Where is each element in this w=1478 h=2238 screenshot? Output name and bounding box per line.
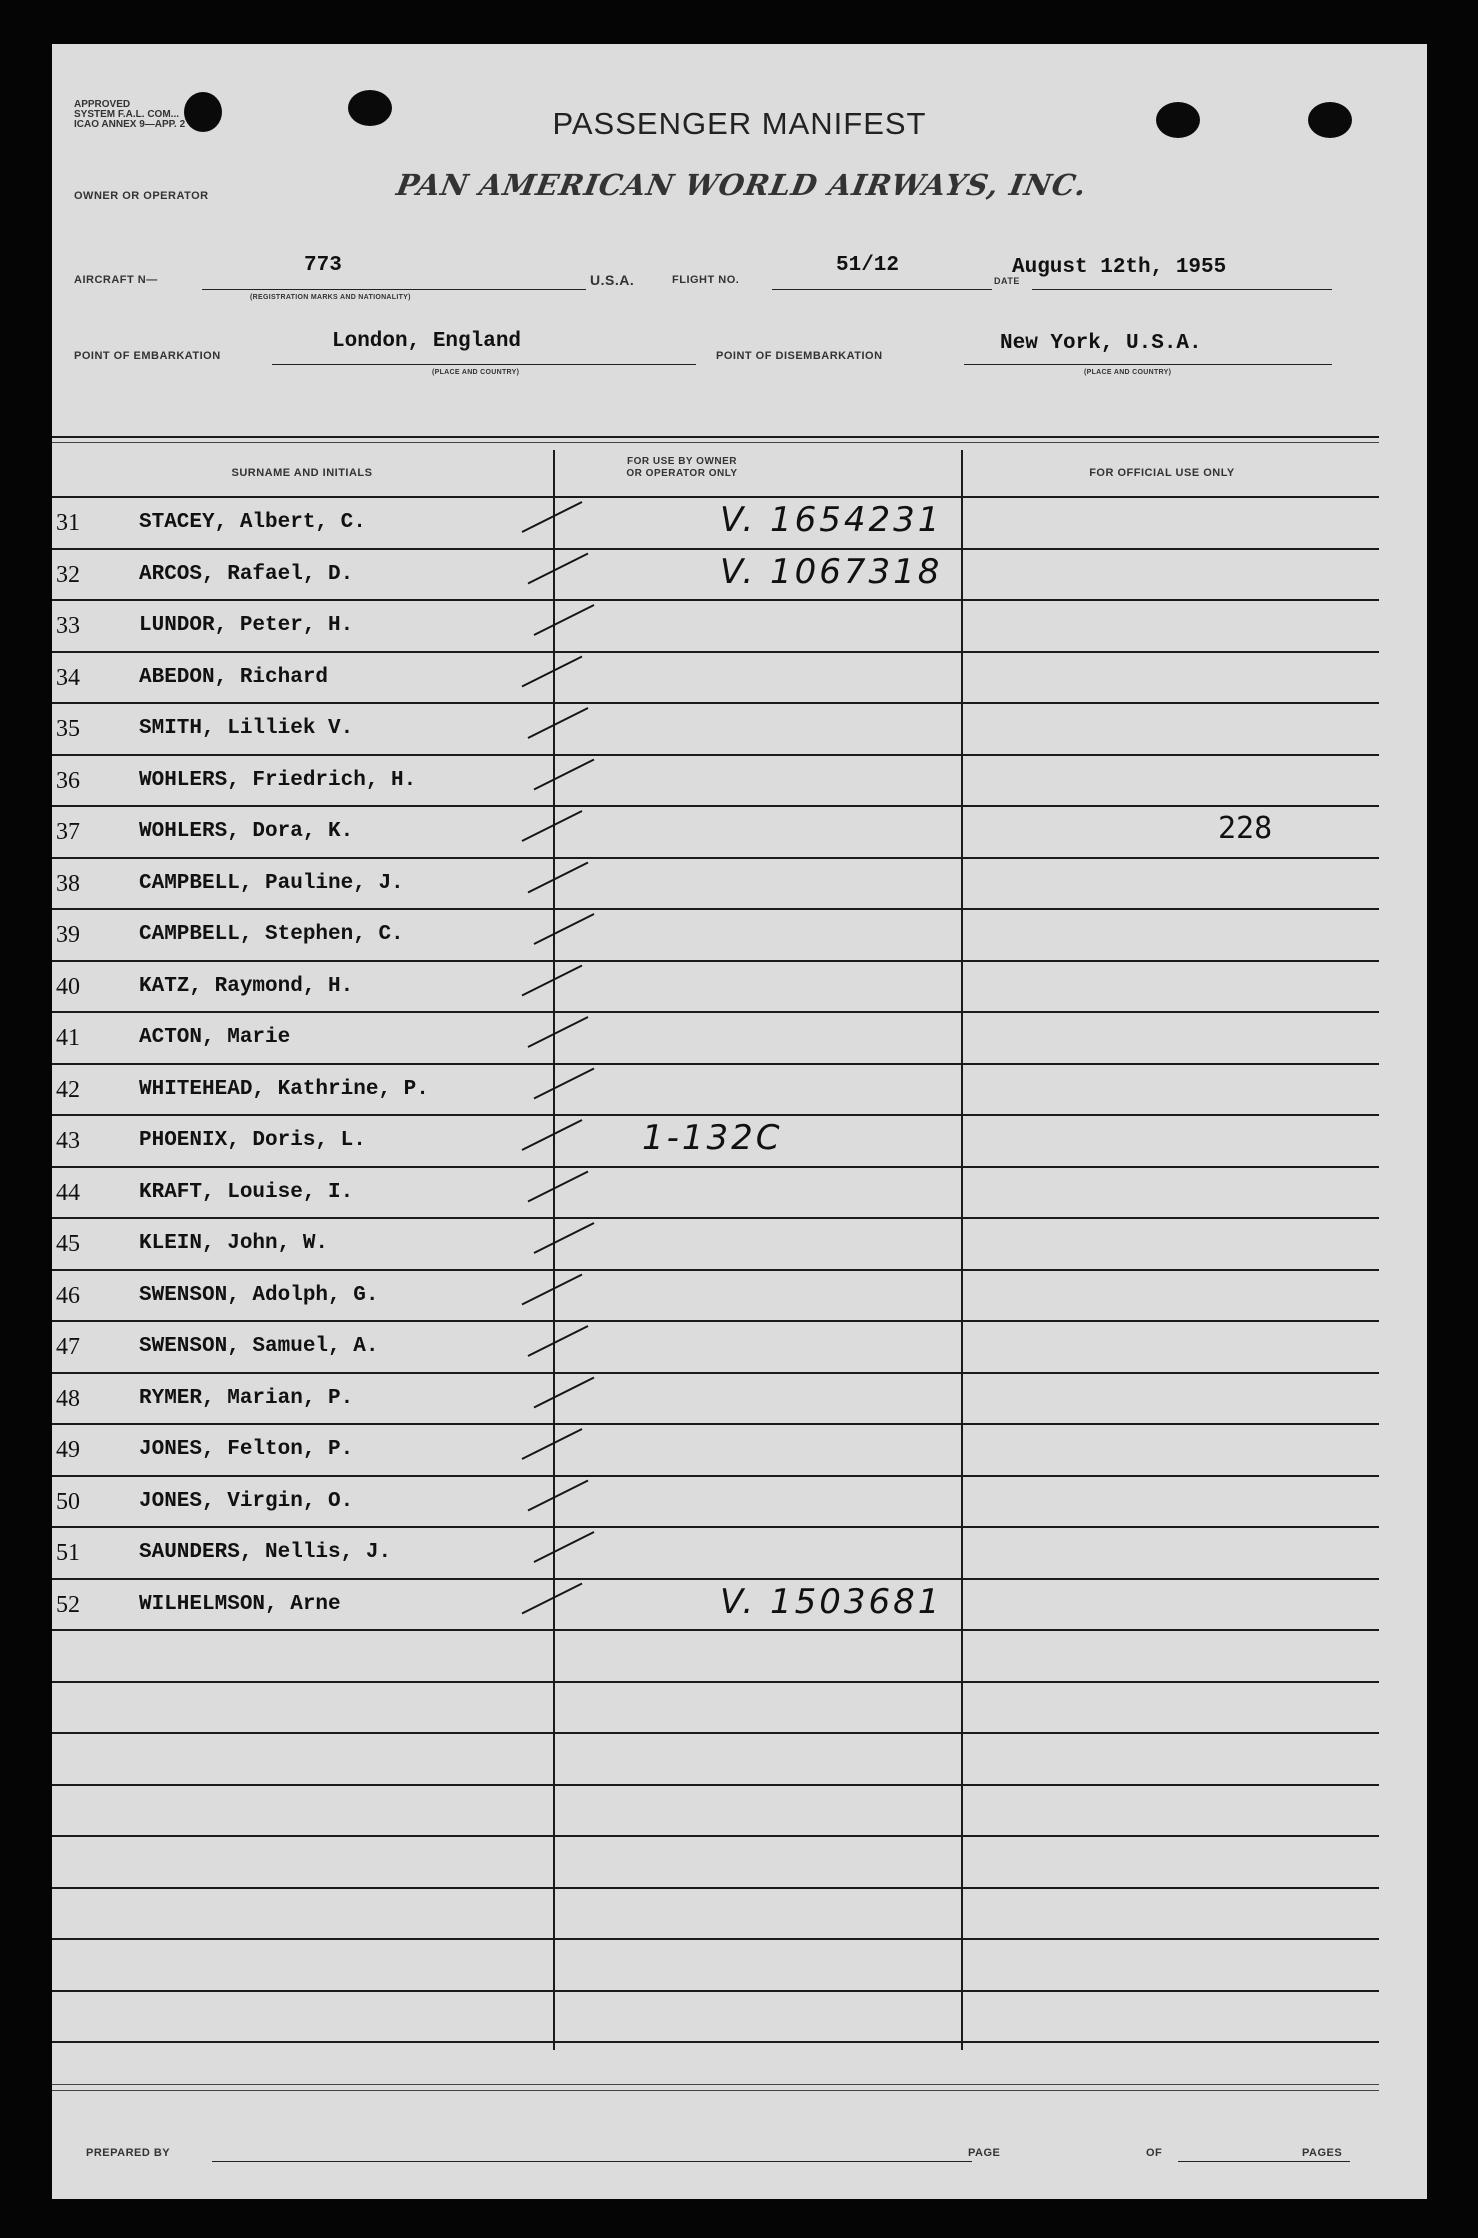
page-title: PASSENGER MANIFEST — [552, 106, 927, 141]
flight-value: 51/12 — [836, 254, 900, 277]
check-mark — [528, 1017, 588, 1047]
of-label: OF — [1146, 2147, 1163, 2159]
date-value: August 12th, 1955 — [1012, 256, 1227, 279]
usa-label: U.S.A. — [590, 272, 635, 288]
check-mark — [522, 1429, 582, 1459]
check-mark — [522, 1275, 582, 1305]
passenger-name: STACEY, Albert, C. — [139, 511, 366, 534]
owner-notation: V. 1067318 — [720, 551, 943, 592]
passenger-name: SWENSON, Adolph, G. — [139, 1283, 379, 1307]
check-mark — [534, 605, 594, 635]
row-number: 52 — [56, 1591, 80, 1618]
check-mark — [534, 1378, 594, 1408]
column-header-official: FOR OFFICIAL USE ONLY — [1089, 467, 1235, 479]
column-header-names: SURNAME AND INITIALS — [231, 467, 373, 479]
embarkation-value: London, England — [332, 330, 522, 353]
of-underline — [1178, 2161, 1350, 2162]
passenger-name: WILHELMSON, Arne — [139, 1592, 341, 1616]
official-notation: 228 — [1218, 811, 1273, 846]
check-mark — [528, 708, 588, 738]
passenger-name: CAMPBELL, Pauline, J. — [139, 871, 404, 895]
check-mark — [528, 1326, 588, 1356]
passenger-name: SMITH, Lilliek V. — [139, 717, 354, 740]
passenger-name: SWENSON, Samuel, A. — [139, 1335, 379, 1358]
footer-rule-2 — [52, 2090, 1379, 2091]
column-header-owner: FOR USE BY OWNER OR OPERATOR ONLY — [626, 456, 738, 479]
prepared-by-label: PREPARED BY — [86, 2147, 171, 2159]
check-mark — [534, 914, 594, 944]
row-number: 36 — [56, 767, 80, 794]
passenger-name: LUNDOR, Peter, H. — [139, 614, 354, 637]
check-mark — [522, 502, 582, 532]
airline-name: PAN AMERICAN WORLD AIRWAYS, INC. — [394, 168, 1090, 202]
owner-notation: 1-132C — [642, 1118, 783, 1158]
row-number: 44 — [56, 1179, 80, 1206]
row-number: 48 — [56, 1385, 80, 1412]
check-mark — [534, 1223, 594, 1253]
row-number: 42 — [56, 1076, 80, 1103]
check-mark — [528, 1172, 588, 1202]
embarkation-sublabel: (PLACE AND COUNTRY) — [432, 369, 520, 376]
row-number: 37 — [56, 819, 80, 845]
row-number: 32 — [56, 561, 80, 588]
row-number: 41 — [56, 1025, 80, 1051]
check-mark — [522, 966, 582, 996]
date-label: DATE — [994, 276, 1020, 286]
check-marks — [52, 44, 1427, 2199]
passenger-name: WOHLERS, Dora, K. — [139, 820, 354, 843]
passenger-name: PHOENIX, Doris, L. — [139, 1129, 366, 1152]
check-mark — [528, 554, 588, 584]
check-mark — [528, 1481, 588, 1511]
row-number: 46 — [56, 1282, 80, 1309]
footer-rule — [52, 2084, 1379, 2085]
disembarkation-label: POINT OF DISEMBARKATION — [716, 350, 883, 362]
owner-notation: V. 1654231 — [720, 500, 943, 540]
passenger-name: KLEIN, John, W. — [139, 1232, 329, 1255]
aircraft-value: 773 — [304, 254, 342, 277]
approval-stamp: APPROVED SYSTEM F.A.L. COM... ICAO ANNEX 9—APP. 2 — [74, 99, 186, 130]
row-number: 35 — [56, 716, 80, 742]
row-number: 34 — [56, 664, 80, 691]
flight-label: FLIGHT NO. — [672, 274, 740, 286]
check-mark — [522, 811, 582, 841]
check-mark — [534, 1069, 594, 1099]
check-mark — [522, 1120, 582, 1150]
row-number: 33 — [56, 613, 80, 639]
passenger-name: JONES, Virgin, O. — [139, 1489, 354, 1513]
prepared-by-underline — [212, 2161, 972, 2162]
aircraft-label: AIRCRAFT N— — [74, 274, 158, 286]
passenger-name: ACTON, Marie — [139, 1026, 291, 1049]
pages-label: PAGES — [1302, 2147, 1343, 2159]
row-number: 39 — [56, 922, 80, 948]
embarkation-label: POINT OF EMBARKATION — [74, 350, 221, 362]
row-number: 50 — [56, 1488, 80, 1515]
passenger-name: WHITEHEAD, Kathrine, P. — [139, 1077, 429, 1101]
passenger-name: RYMER, Marian, P. — [139, 1386, 354, 1410]
check-mark — [522, 657, 582, 687]
check-mark — [534, 760, 594, 790]
check-mark — [522, 1584, 582, 1614]
row-number: 38 — [56, 870, 80, 897]
passenger-name: JONES, Felton, P. — [139, 1438, 354, 1461]
passenger-name: KATZ, Raymond, H. — [139, 974, 354, 998]
manifest-document — [52, 44, 1427, 2199]
owner-notation: V. 1503681 — [720, 1581, 943, 1622]
disembarkation-value: New York, U.S.A. — [1000, 332, 1202, 355]
row-number: 51 — [56, 1540, 80, 1566]
owner-label: OWNER OR OPERATOR — [74, 190, 209, 202]
passenger-name: ABEDON, Richard — [139, 665, 329, 689]
row-number: 43 — [56, 1128, 80, 1154]
row-number: 40 — [56, 973, 80, 1000]
passenger-name: WOHLERS, Friedrich, H. — [139, 768, 417, 792]
row-number: 31 — [56, 510, 80, 536]
disembarkation-sublabel: (PLACE AND COUNTRY) — [1084, 369, 1172, 376]
row-number: 45 — [56, 1231, 80, 1257]
aircraft-sublabel: (REGISTRATION MARKS AND NATIONALITY) — [250, 294, 411, 301]
check-mark — [528, 863, 588, 893]
passenger-name: CAMPBELL, Stephen, C. — [139, 923, 404, 946]
check-mark — [534, 1532, 594, 1562]
passenger-name: KRAFT, Louise, I. — [139, 1180, 354, 1204]
passenger-name: SAUNDERS, Nellis, J. — [139, 1541, 392, 1564]
passenger-name: ARCOS, Rafael, D. — [139, 562, 354, 586]
row-number: 47 — [56, 1334, 80, 1360]
row-number: 49 — [56, 1437, 80, 1463]
page-label: PAGE — [968, 2147, 1001, 2159]
